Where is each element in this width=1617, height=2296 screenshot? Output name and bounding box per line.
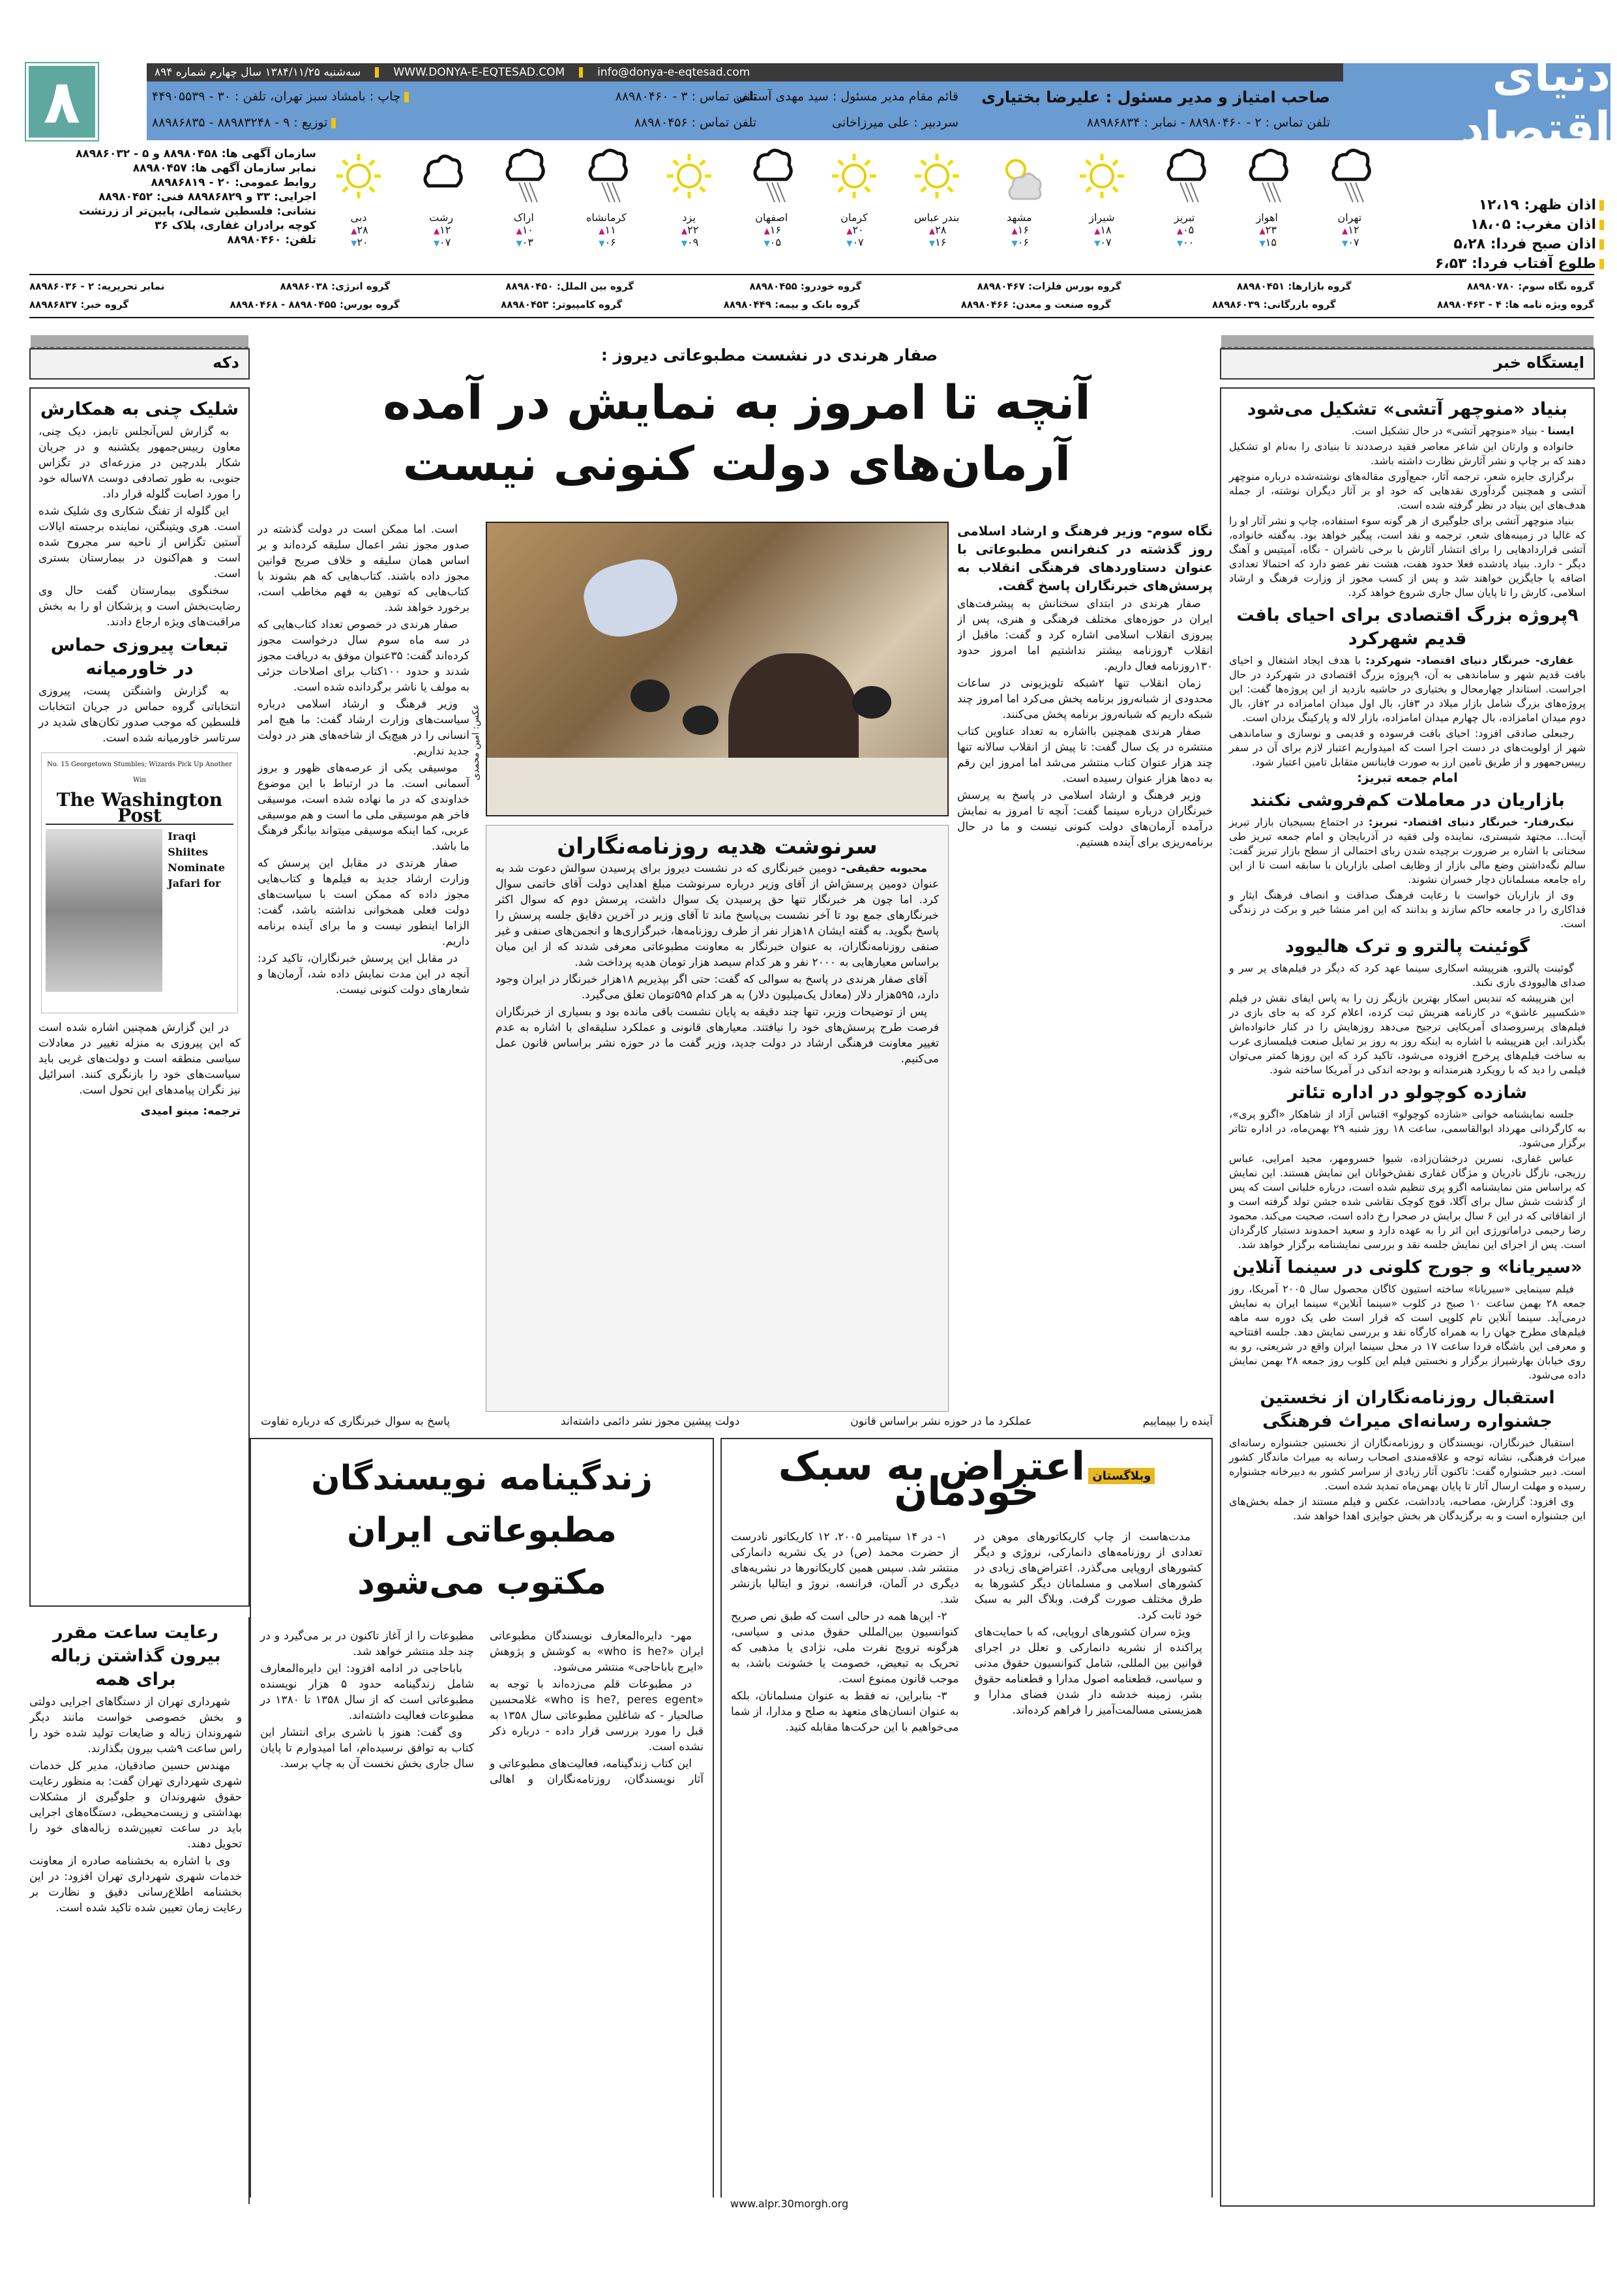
distribution: توزیع : ۹ - ۸۸۹۸۳۲۴۸ - ۸۸۹۸۶۸۳۵ — [152, 115, 336, 130]
paragraph: ۳- بنابراین، نه فقط به عنوان مسلمانان، بلکه به عنوان انسان‌های متعهد به صلح و مدارا، از شما می‌خواهیم با این حرکت‌ها مقابله کنید. — [731, 1690, 959, 1734]
city-name: رشت — [429, 211, 454, 224]
headline-line: آرمان‌های دولت کنونی نیست — [402, 436, 1071, 491]
biography-headline: مکتوب می‌شود — [357, 1563, 606, 1602]
rain-weather-icon — [1244, 147, 1290, 209]
publisher: صاحب امتیاز و مدیر مسئول : علیرضا بختیاری — [981, 88, 1330, 106]
paragraph — [1229, 961, 1586, 990]
low-temp: ▼ ۰۷ — [1063, 236, 1141, 248]
article-headline: رعایت ساعت مقرر بیرون گذاشتن زباله برای همه — [50, 1622, 221, 1690]
microphone-icon — [852, 686, 891, 719]
paragraph — [1229, 653, 1586, 725]
paragraph: این کتاب زندگینامه، فعالیت‌های مطبوعاتی و آثار نویسندگان، روزنامه‌نگاران و اهالی مطبوعات را از آغاز تاکنون در بر می‌گیرد و در چند جلد منتشر خواهد شد. — [260, 1630, 704, 1786]
paragraph: در مطبوعات قلم می‌زده‌اند با توجه به «who is he?, peres egent» غلامحسین صالحیار - که شاغلین مطبوعاتی سال ۱۳۵۸ به قبل را مورد بررسی قرار داده - درباره ذکر نشده است. — [490, 1678, 704, 1753]
directory-entry: گروه نگاه سوم: ۸۸۹۸۰۷۸۰ — [1466, 280, 1594, 292]
contact-line: نمابر سازمان آگهی ها: ۸۸۹۸۰۴۵۷ — [132, 162, 316, 175]
biography-headline: زندگینامه نویسندگان مطبوعاتی ایران — [311, 1459, 653, 1550]
paragraph: ویژه سران کشورهای اروپایی، که با حمایت‌های پراکنده از نشریه دانمارکی و تعلل در اجرای قوانین بین المللی، شامل کنوانسیون حقوق مدنی و سیاسی، قطعنامه اصول مدارا و قطعنامه حقوق بشر، زمینه خدشه دار شدن فضای مدارا و همزیستی مسالمت‌آمیز را فراهم کرده‌اند. — [974, 1626, 1202, 1717]
contact-info — [29, 147, 316, 247]
paragraph: وی گفت: هنوز با ناشری برای انتشار این کتاب به توافق نرسیده‌ام، اما امیدوارم تا پایان سال جاری بخش نخست آن به چاپ برسد. — [260, 1726, 474, 1770]
directory-entry: گروه بورس فلزات: ۸۸۹۸۰۴۶۷ — [977, 280, 1121, 292]
paragraph: در مقابل این پرسش خبرنگاران، تاکید کرد: آنچه در این مدت نمایش داده شد، آرمان‌ها و شعارهای دولت کنونی نیست. — [258, 952, 469, 996]
news-article — [1229, 771, 1586, 931]
prayer-time: اذان صبح فردا: ۵،۲۸ — [1402, 235, 1604, 254]
main-story-lead: نگاه سوم- وزیر فرهنگ و ارشاد اسلامی روز گذشته در کنفرانس مطبوعاتی با عنوان دستاوردهای فرهنگی انقلاب به پرسش‌های خبرنگاران پاسخ گفت. — [957, 523, 1213, 593]
weather-city — [1228, 147, 1306, 271]
section-title: ایستگاه خبر — [1494, 353, 1584, 372]
gift-sidebar-box — [486, 825, 949, 1412]
main-story-headline — [280, 372, 1193, 494]
city-name: تهران — [1337, 211, 1362, 224]
contact-line: اجرایی: ۳۳ و ۸۸۹۸۶۸۲۹ فنی: ۸۸۹۸۰۴۵۲ — [98, 190, 316, 203]
news-source: نیک‌رفتار- خبرنگار دنیای اقتصاد- تبریز: — [1368, 816, 1575, 828]
low-temp: ▼ ۰۷ — [815, 236, 893, 248]
high-temp: ▲ ۲۳ — [1228, 224, 1306, 236]
city-name: اراک — [513, 211, 534, 224]
rain-weather-icon — [1327, 147, 1372, 209]
continuation-text: دولت پیشین مجوز نشر دائمی داشته‌اند — [561, 1415, 740, 1428]
directory-entry: گروه بین الملل: ۸۸۹۸۰۴۵۰ — [505, 280, 634, 292]
weather-city — [732, 147, 810, 271]
weather-city — [898, 147, 976, 271]
city-name: یزد — [682, 211, 696, 224]
directory-entry: گروه خودرو: ۸۸۹۸۰۴۵۵ — [749, 280, 862, 292]
divider — [29, 274, 1594, 275]
high-temp: ▲ ۱۸ — [1063, 224, 1141, 236]
paragraph-text: به گزارش واشنگتن پست، پیروزی انتخاباتی گروه حماس در جریان انتخابات فلسطین که موجب صدور تکان‌های شدید در سرتاسر خاورمیانه شده است. — [38, 685, 241, 745]
prayer-time: طلوع آفتاب فردا: ۶،۵۳ — [1402, 254, 1604, 274]
high-temp: ▲ ۱۰ — [484, 224, 563, 236]
paragraph-text: بنیاد منوچهر آتشی برای جلوگیری از هر گونه سوء استفاده، چاپ و نشر آثار او را که غالبا در زمینه‌های شعر، ترجمه و نقد است، پیگیر خواهد بود. به‌گفته خانواده، آتشی قراردادهایی را برای انتشار آثارش با برخی ناشران - نگاه، آمیتیس و آهنگ دیگر - دارد. بنیاد یادشده فعلا حدود هفت، هشت نفر عضو دارد که احتمالا تعدادی اضافه یا جایگزین خواهند شد و پس از کسب مجوز از وزارت فرهنگ و ارشاد اسلامی، کارش را تا پایان سال جاری شروع خواهد کرد. — [1229, 514, 1586, 599]
wp-photo — [46, 829, 162, 992]
paragraph — [496, 861, 939, 970]
paragraph: مهر- دایره‌المعارف نویسندگان مطبوعاتی ایران «?who is he» به کوشش و پژوهش «ایرج باباحاجی» منتشر می‌شود. — [490, 1630, 704, 1674]
deputy: قائم مقام مدیر مسئول : سید مهدی آستانی — [736, 89, 958, 104]
sun-weather-icon — [914, 147, 960, 209]
low-temp: ▼ ۱۵ — [1228, 236, 1306, 248]
cloud-weather-icon — [419, 147, 464, 209]
low-temp: ▼ ۰۷ — [402, 236, 481, 248]
paragraph-text: جلسه نمایشنامه خوانی «شازده کوچولو» اقتباس آزاد از شاهکار «اگزو پری»، به کارگردانی مهرداد ابوالقاسمی، ساعت ۱۸ روز شنبه ۲۹ بهمن‌ماه، در اداره تئاتر برگزار می‌شود. — [1229, 1108, 1586, 1149]
paragraph-text: برگزاری جایزه شعر، ترجمه آثار، جمع‌آوری مقاله‌های نوشته‌شده درباره منوچهر آتشی و همچنین گردآوری نقدهایی که خود او بر آثار دیگران نوشته، از جمله هدف‌های این بنیاد در نظر گرفته شده است. — [1229, 470, 1586, 511]
website-link[interactable]: WWW.DONYA-E-EQTESAD.COM — [393, 66, 565, 79]
paragraph — [1229, 726, 1586, 769]
prayer-times — [1402, 196, 1604, 274]
prayer-time: اذان ظهر: ۱۲،۱۹ — [1402, 196, 1604, 215]
paragraph-text: سخنگوی بیمارستان گفت حال وی رضایت‌بخش است و پزشکان او را به بخش مراقبت‌های ویژه ارجاع دادند. — [38, 584, 241, 629]
weather-city — [1146, 147, 1224, 271]
news-article — [38, 634, 241, 746]
article-headline: شلیک چنی به همکارش — [40, 399, 239, 419]
directory-entry: گروه انرژی: ۸۸۹۸۶۰۳۸ — [280, 280, 391, 292]
paragraph: مدت‌هاست از چاپ کاریکاتورهای موهن در تعدادی از روزنامه‌های دانمارکی، نروژی و دیگر کشورهای اروپایی می‌گذرد. اعتراض‌های زیادی در کشورهای اسلامی و مسلمانان دیگر کشورها به طرق مختلف صورت گرفت. وبلاگ البر به سبک خود ثابت کرد. — [974, 1530, 1202, 1622]
paragraph: صفار هرندی در ابتدای سخنانش به پیشرفت‌های ایران در حوزه‌های مختلف فرهنگی و هنری، پس از پیروزی انقلاب اسلامی اشاره کرد و گفت: ماقبل از انقلاب ۴روزنامه بیشتر نداشتیم اما امروز حدود ۱۳۰روزنامه فعال داریم. — [957, 597, 1213, 673]
paragraph-text: گوئینت پالترو، هنرپیشه اسکاری سینما عهد کرد که دیگر در فیلم‌های پر سر و صدای هالیوودی بازی نکند. — [1229, 962, 1586, 989]
contact-line: نشانی: فلسطین شمالی، پایین‌تر از زرتشت — [79, 205, 316, 218]
microphone-icon — [683, 706, 719, 735]
paragraph: صفار هرندی همچنین بااشاره به تعداد عناوین کتاب منتشره در یک سال گفت: تا پیش از انقلاب سالانه تنها چند هزار عنوان کتاب منتشر می‌شد اما امروز این رقم به ده‌ها هزار عنوان رسیده است. — [957, 725, 1213, 785]
city-name: کرمان — [840, 211, 868, 224]
directory-entry: گروه بانک و بیمه: ۸۸۹۸۰۴۴۹ — [723, 299, 860, 310]
paragraph: باباحاجی در ادامه افزود: این دایره‌المعارف شامل زندگینامه حدود ۵ هزار نویسنده مطبوعاتی است که از سال ۱۳۵۸ تا ۱۳۸۰ در مطبوعات فعالیت داشته‌اند. — [260, 1662, 474, 1722]
high-temp: ▲ ۱۶ — [732, 224, 810, 236]
contact-line: کوچه برادران غفاری، پلاک ۳۶ — [155, 219, 316, 232]
wp-topline: No. 15 Georgetown Stumbles; Wizards Pick Up Another Win — [47, 761, 232, 784]
publisher-phone: تلفن تماس : ۲ - ۸۸۹۸۰۴۶۰ - نمابر : ۸۸۹۸۶۸۳۴ — [1086, 115, 1330, 130]
paragraph: شهرداری تهران از دستگاهای اجرایی دولتی و بخش خصوصی خواست مانند دیگر شهروندان زباله و ضایعات تولید شده خود را راس ساعت ۹شب بیرون بگذارند. — [29, 1695, 242, 1755]
paragraph-text: به گزارش لس‌آنجلس تایمز، دیک چنی، معاون رییس‌جمهور یکشنبه و در جریان شکار بلدرچین در مزرعه‌ای در تگزاس جنوبی، به طور تصادفی دوست ۷۸ساله خود را مورد اصابت گلوله قرار داد. — [38, 425, 241, 501]
paragraph: وزیر فرهنگ و ارشاد اسلامی درباره سیاست‌های وزارت ارشاد گفت: ما هیچ امر انسانی را در هیچ‌یک از شاخه‌های هنر در دولت جدید نداریم. — [258, 698, 469, 758]
directory-entry: نمابر تحریریه: ۲ - ۸۸۹۸۶۰۳۶ — [29, 280, 165, 292]
high-temp: ▲ ۱۲ — [402, 224, 481, 236]
paragraph — [1229, 815, 1586, 887]
directory-entry: گروه بازرگانی: ۸۸۹۸۶۰۳۹ — [1212, 299, 1336, 310]
paragraph: وی با اشاره به بخشنامه صادره از معاونت خدمات شهری شهرداری تهران افزود: در این بخشنامه اطلاع‌رسانی دقیق و نظارت بر رعایت زمان تعیین شده تاکید شده است. — [29, 1855, 242, 1915]
sun-weather-icon — [831, 147, 877, 209]
high-temp: ▲ ۲۸ — [319, 224, 398, 236]
paragraph — [1229, 424, 1586, 438]
wp-masthead: The Washington Post — [46, 792, 233, 825]
news-source: غفاری- خبرنگار دنیای اقتصاد- شهرکرد: — [1365, 654, 1575, 666]
paragraph-text: فیلم سینمایی «سیریانا» ساخته استیون کاگان محصول سال ۲۰۰۵ آمریکا، روز جمعه ۲۸ بهمن ساعت ۱۰ صبح در کلوب «سینما آنلاین» سینما ایران به نمایش درمی‌آید. سینما آنلاین نام کلوپی است که قرار است طی یک دوره سه ماهه فیلم‌های مطرح جهان را به همراه کارگاه نقد و بررسی نمایش دهد. جلسه افتتاحیه و معرفی این باشگاه فردا ساعت ۱۷ در محل سینما ایران واقع در شریعتی، رو به روی خیابان بهارشیراز برگزار و نخستین فیلم این کلوب روز جمعه ۲۸ بهمن نمایش داده می‌شود. — [1229, 1283, 1586, 1381]
low-temp: ▼ ۰۹ — [650, 236, 728, 248]
directory-entry: گروه بازارها: ۸۸۹۸۰۴۵۱ — [1236, 280, 1352, 292]
paragraph — [1229, 1282, 1586, 1382]
protest-headline: اعتراض به سبک خودمان — [778, 1444, 1085, 1515]
weather-city — [815, 147, 893, 271]
low-temp: ▼ ۰۰ — [1146, 236, 1224, 248]
washington-post-front-page-image — [41, 753, 238, 1013]
paragraph: در این گزارش همچنین اشاره شده است که این پیروزی به منزله تغییر در معادلات سیاسی منطقه است و دولت‌های غربی باید سیاست‌های خود را بازنگری کنند. اسرائیل نیز نگران پیامدهای این تحول است. — [38, 1021, 241, 1097]
news-article — [1229, 604, 1586, 769]
paragraph: پس از توضیحات وزیر، تنها چند دقیقه به پایان نشست باقی مانده بود و بسیاری از خبرنگاران فرصت طرح پرسش‌های خود را نیافتند. معیارهای قانونی و عملکرد سلیقه‌ای با اشاره به عدم تغییر معاونت فرهنگی ارشاد در دولت جدید، وزیر گفت ما در حوزه نشر براساس قانون عمل می‌کنیم. — [496, 1006, 939, 1066]
high-temp: ▲ ۲۸ — [898, 224, 976, 236]
paragraph — [1229, 440, 1586, 468]
directory-entry: گروه صنعت و معدن: ۸۸۹۸۰۴۶۶ — [960, 299, 1111, 310]
paragraph-text: در اجتماع بسیجیان بازار تبریز آیت‌ا... مجتهد شبستری، نماینده ولی فقیه در آذربایجان و امام جمعه تبریز طی سخنانی با اشاره بر ضرورت برچیده شدن ربای احتمالی از سطح بازار تبریز گفت: سالم نگه‌داشتن وضع مالی بازار از وظایف اصلی بازاریان با سابقه است تا از این راه جامعه مسلمانان دچار خسران نشوند. — [1229, 816, 1586, 886]
paragraph — [1229, 888, 1586, 931]
directory-entry: گروه بورس: ۸۸۹۸۰۴۵۵ - ۸۸۹۸۰۴۶۸ — [230, 299, 400, 310]
rain-weather-icon — [749, 147, 794, 209]
news-source: ایسنا — [1547, 425, 1574, 437]
right-news-column — [1220, 387, 1595, 2207]
paragraph-text: این گلوله از تفنگ شکاری وی شلیک شده است. هری ویتینگتن، نماینده برجسته ایالات آستین تگزاس از ناحیه سر مجروح شده است و هم‌اکنون در بیمارستان بستری است. — [38, 505, 241, 580]
article-headline: «سیریانا» و جورج کلونی در سینما آنلاین — [1232, 1257, 1582, 1277]
directory-entry: گروه کامپیوتر: ۸۸۹۸۰۴۵۳ — [501, 299, 623, 310]
biography-story — [250, 1438, 714, 2198]
section-header-news-station — [1220, 348, 1595, 380]
logo-text: دنیای اقتصاد — [1461, 48, 1610, 155]
high-temp: ▲ ۰۵ — [1146, 224, 1224, 236]
rain-weather-icon — [584, 147, 629, 209]
sun-weather-icon — [666, 147, 712, 209]
paragraph: ۱- در ۱۴ سپتامبر ۲۰۰۵، ۱۲ کاریکاتور نادرست از حضرت محمد (ص) در یک نشریه دانمارکی منتشر شد. سپس همین کاریکاتورها در نشریه‌های دیگری در آلمان، فرانسه، نروژ و ایتالیا بازنشر شد. — [731, 1530, 959, 1606]
deputy-phone: تلفن تماس : ۳ - ۸۸۹۸۰۴۶۰ — [615, 89, 756, 104]
article-headline: شازده کوچولو در اداره تئاتر — [1287, 1082, 1528, 1103]
continuation-text: آینده را بپیماییم — [1142, 1415, 1213, 1428]
article-headline: بازاریان در معاملات کم‌فروشی نکنند — [1250, 790, 1565, 811]
low-temp: ▼ ۰۷ — [1311, 236, 1389, 248]
section-title: دکه — [213, 353, 239, 372]
weather-forecast — [319, 147, 1389, 271]
paragraph: موسیقی یکی از عرصه‌های ظهور و بروز آسمانی است. ما در ارتباط با این موضوع خداوندی که در ما نهاده شده است، موسیقی فاخر هم موسیقی ملی ما است و هم موسیقی عربی، کما اینکه موسیقی میتواند بیانگر فرهنگ ما باشد. — [258, 762, 469, 853]
weblogistan-tag: وبلاگستان — [1088, 1468, 1155, 1484]
blog-url[interactable]: www.alpr.30morgh.org — [730, 2198, 849, 2210]
email-link[interactable]: info@donya-e-eqtesad.com — [597, 66, 750, 79]
paragraph: است. اما ممکن است در دولت گذشته در صدور مجوز نشر اعمال سلیقه کرده‌اند و بر اساس همان سلیقه و خلاف صریح قوانین مجوز داده باشند. کتاب‌هایی که هم بشوند با کتاب‌هایی که توهین به فهم مخاطب است، برخورد خواهد شد. — [258, 523, 469, 614]
directory-entry: گروه خبر: ۸۸۹۸۶۸۳۷ — [29, 299, 129, 310]
paragraph — [1229, 470, 1586, 513]
paragraph: ۲- این‌ها همه در حالی است که طبق نص صریح کنوانسیون بین‌المللی حقوق مدنی و سیاسی، هرگونه ترویج نفرت ملی، نژادی یا مذهبی که تحریک به تبعیض، خصومت یا خشونت باشد، به موجب قانون ممنوع است. — [731, 1610, 959, 1686]
paragraph-text: - بنیاد «منوچهر آتشی» در حال تشکیل است. — [1351, 425, 1545, 437]
header-top-bar — [147, 63, 1343, 82]
paragraph-text: خانواده و وارثان این شاعر معاصر فقید درصددند تا بنیادی را به‌نام او تشکیل دهند که بر چاپ و نشر آثارش نظارت داشته باشد. — [1229, 440, 1586, 467]
paragraph — [1229, 991, 1586, 1077]
city-name: اصفهان — [755, 211, 788, 224]
paragraph — [38, 424, 241, 502]
wp-side-headline: Iraqi Shiites Nominate Jafari for — [168, 830, 226, 889]
article-headline: گوئینت پالترو و ترک هالیوود — [1285, 936, 1530, 957]
weather-city — [484, 147, 563, 271]
paragraph-text: این هنرپیشه که تندیس اسکار بهترین بازیگر زن را به پاس ایفای نقش در فیلم «شکسپیر عاشق» در کارنامه هنریش ثبت کرده، اعلام کرد که به جای بازی در فیلم‌های پرسروصدای آمریکایی ترجیح می‌دهد روزهایش را در کنار خانواده‌اش بگذراند. این هنرپیشه با اشاره به اینکه روز به روز بر تمایل صنعت فیلمسازی غرب به ساخت فیلم‌های پرخرج افزوده می‌شود، تاکید کرد که این روزها کمتر می‌توان فیلمی را دید که با رویکرد هنرمندانه و بودجه اندکی در آمریکا ساخته شود. — [1229, 992, 1586, 1076]
editor: سردبیر : علی میرزاخانی — [832, 115, 958, 130]
divider — [29, 317, 1594, 318]
article-kicker: امام جمعه تبریز: — [1357, 771, 1458, 785]
partly-cloudy-weather-icon — [996, 147, 1042, 209]
paragraph-text: دومین خبرنگاری که در نشست دیروز برای پرسیدن سوالش دعوت شد به عنوان دومین پرسش‌اش از آقای وزیر درباره سرنوشت مبلغ اهدایی دولت آقای خاتمی سوال کرد. اما چون هر خبرنگار تنها حق پرسیدن یک سوال داشت، پرسش دوم که سوال اکثر خبرنگارهای جمع بود تا آخر نشست بی‌پاسخ ماند تا آقای وزیر در آخرین دقایق جلسه پرسش را پاسخ بگوید. به گفته ایشان ۱۸هزار نفر از طرف روزنامه‌ها، خبرگزاری‌ها و انجمن‌های صنفی و غیر صنفی روزنامه‌نگاران، به عنوان خبرنگار به معاونت مطبوعاتی معرفی شدند که از این میان براساس معیارهایی به ۲۰۰۰ نفر و هر کدام سیصد هزار تومان هدیه پرداخت شد. — [496, 862, 939, 969]
weather-city — [650, 147, 728, 271]
gift-headline: سرنوشت هدیه روزنامه‌نگاران — [557, 833, 878, 859]
section-header-dakeh — [29, 348, 250, 380]
paragraph — [38, 583, 241, 630]
main-story-continuation — [261, 1415, 1213, 1428]
city-name: دبی — [350, 211, 367, 224]
paragraph: مهندس حسین صادقیان، مدیر کل خدمات شهری شهرداری تهران گفت: به منظور رعایت حقوق شهروندان و جلوگیری از مشکلات بهداشتی و زیست‌محیطی، دستگاه‌های اجرایی باید در ساعت تعیین‌شده زباله‌های خود را تحویل دهند. — [29, 1759, 242, 1851]
paragraph — [38, 683, 241, 746]
main-story-kicker: صفار هرندی در نشست مطبوعاتی دیروز : — [601, 346, 938, 365]
microphone-icon — [630, 679, 670, 712]
editor-phone: تلفن تماس : ۸۸۹۸۰۴۵۶ — [634, 115, 756, 130]
garbage-article — [29, 1617, 250, 2204]
article-headline: استقبال روزنامه‌نگاران از نخستین جشنواره رسانه‌ای میراث فرهنگی — [1260, 1388, 1555, 1431]
left-news-column — [29, 387, 250, 1607]
paragraph-text: وی از بازاریان خواست با رعایت فرهنگ صداقت و انصاف فرهنگ ایثار و فداکاری را در جامعه حاکم سازند و بدانند که این امر منشا خیر و برکت در زندگی است. — [1229, 889, 1586, 930]
theater-masks-image — [577, 552, 684, 644]
weather-city — [980, 147, 1058, 271]
article-headline: تبعات پیروزی حماس در خاورمیانه — [50, 635, 229, 679]
low-temp: ▼ ۰۶ — [567, 236, 645, 248]
paragraph — [1229, 1495, 1586, 1523]
news-article — [1229, 935, 1586, 1077]
directory-entry: گروه ویژه نامه ها: ۴ - ۸۸۹۸۰۴۶۳ — [1436, 299, 1594, 310]
low-temp: ▼ ۲۰ — [319, 236, 398, 248]
news-article — [1229, 1256, 1586, 1382]
translator-credit: ترجمه: مینو امیدی — [140, 1105, 241, 1118]
newspaper-logo — [1343, 48, 1610, 155]
protest-story — [720, 1438, 1213, 2198]
news-article — [1229, 1386, 1586, 1523]
city-name: مشهد — [1006, 211, 1032, 224]
phone-directory-row — [29, 280, 1594, 296]
photo-credit: عکس: امین محمدی — [471, 704, 481, 781]
rain-weather-icon — [501, 147, 546, 209]
continuation-text: عملکرد ما در حوزه نشر براساس قانون — [850, 1415, 1032, 1428]
main-story-left-column — [258, 522, 469, 1412]
paragraph-text: عباس غفاری، نسرین درخشان‌زاده، شیوا خسرومهر، مجید امرایی، عباس رزیجی، نازگل نادریان و مژگان غفاری نقش‌خوانان این نمایش هستند. این نمایش که براساس متن نمایشنامه اگزو پری تنظیم شده است، درباره خلبانی است که پس از گذشت شش سال برای آگلا، قوچ کوچک نقاشی شده جشن تولد گرفته است و از اتفاقاتی که در این ۶ سال برایش در صحرا رخ داده است، صحبت می‌کند. محمود رضا رحیمی دراماتورژی این اثر را به عهده دارد و سعید احمدوند دستیار کارگردان است. پس از اجرای این نمایش جلسه نقد و بررسی نمایشنامه برگزار خواهد شد. — [1229, 1152, 1586, 1251]
paragraph — [38, 503, 241, 582]
paragraph: وزیر فرهنگ و ارشاد اسلامی در پاسخ به پرسش خبرنگاران درباره سینما گفت: آنچه تا امروز به نمایش درآمده آرمان‌های دولت کنونی نیست و ما در حال برنامه‌ریزی برای آینده هستیم. — [957, 789, 1213, 849]
low-temp: ▼ ۰۶ — [980, 236, 1058, 248]
weather-city — [319, 147, 398, 271]
weather-city — [1311, 147, 1389, 271]
article-headline: بنیاد «منوچهر آتشی» تشکیل می‌شود — [1247, 399, 1568, 419]
paragraph — [1229, 1107, 1586, 1150]
city-name: شیراز — [1089, 211, 1115, 224]
weather-city — [567, 147, 645, 271]
weather-city — [1063, 147, 1141, 271]
high-temp: ▲ ۱۶ — [980, 224, 1058, 236]
paragraph-text: با هدف ایجاد اشتغال و احیای بافت قدیم شهر و ساماندهی به آن، ۹پروژه بزرگ اقتصادی در شهرکرد در حال اجراست. استاندار چهارمحال و بختیاری در حاشیه بازدید از این پروژه‌ها گفت: این پروژه‌های بزرگ شامل بازار میلاد در ۳فاز، بال اول میدان امامزاده در ۲فاز، بال دوم میدان امامزاده، بال چهارم میدان امامزاده، بازار لاله و پارکینگ یزدان است. — [1229, 654, 1586, 724]
high-temp: ▲ ۲۲ — [650, 224, 728, 236]
low-temp: ▼ ۱۶ — [898, 236, 976, 248]
headline-line: آنچه تا امروز به نمایش در آمده — [383, 375, 1091, 430]
contact-line: روابط عمومی: ۲۰ - ۸۸۹۸۶۸۱۹ — [151, 176, 316, 189]
paragraph: زمان انقلاب تنها ۲شبکه تلویزیونی در ساعات محدودی از شبانه‌روز برنامه پخش می‌کرد اما امروز چند شبکه داریم که شبانه‌روز برنامه پخش می‌کنند. — [957, 677, 1213, 721]
issue-line: سه‌شنبه ۱۳۸۴/۱۱/۲۵ سال چهارم شماره ۸۹۴ — [155, 66, 361, 79]
low-temp: ▼ ۰۵ — [732, 236, 810, 248]
paragraph — [1229, 1436, 1586, 1493]
low-temp: ▼ ۰۳ — [484, 236, 563, 248]
paragraph: صفار هرندی در مقابل این پرسش که وزارت ارشاد جدید به فیلم‌ها و کتاب‌هایی مجوز داده که ممکن است با سیاست‌های دولت فعلی همخوانی نداشته باشد، گفت: الزاما اینطور نیست و ما برای آینده برنامه داریم. — [258, 857, 469, 948]
city-name: تبریز — [1174, 211, 1195, 224]
sun-weather-icon — [1079, 147, 1125, 209]
article-headline: ۹پروژه بزرگ اقتصادی برای احیای بافت قدیم شهرکرد — [1236, 605, 1579, 649]
phone-directory-row — [29, 299, 1594, 314]
paragraph: آقای صفار هرندی در پاسخ به سوالی که گفت: حتی اگر بپذیریم ۱۸هزار خبرنگار در ایران وجود دارد، ۵۹۵هزار دلار (معادل یک‌میلیون دلار) به هر کدام ۵۹۵تومان تعلق می‌گیرد. — [496, 973, 939, 1002]
page-number: ۸ — [26, 63, 98, 140]
weather-city — [402, 147, 481, 271]
contact-line: سازمان آگهی ها: ۸۸۹۸۰۴۵۸ و ۵ - ۸۸۹۸۶۰۳۲ — [76, 147, 316, 160]
prayer-time: اذان مغرب: ۱۸،۰۵ — [1402, 215, 1604, 235]
news-article — [38, 398, 241, 630]
sun-weather-icon — [336, 147, 381, 209]
paragraph — [1229, 1152, 1586, 1252]
city-name: کرمانشاه — [586, 211, 627, 224]
high-temp: ▲ ۱۲ — [1311, 224, 1389, 236]
byline: محبوبه حقیقی- — [841, 862, 928, 875]
paragraph-text: رجبعلی صادقی افزود: احیای بافت فرسوده و قدیمی و نوسازی و ساماندهی شهر از اولویت‌های در دست اجرا است که امیدواریم اعتبار لازم برای آن در سفر رییس‌جمهور و از طریق تامین ارز به صورت فاینانس متقابل تامین اعتبار شود. — [1229, 727, 1586, 768]
contact-line: تلفن: ۸۸۹۸۰۴۶۰ — [227, 233, 316, 246]
paragraph: صفار هرندی در خصوص تعداد کتاب‌هایی که در سه ماه سوم سال درخواست مجوز کرده‌اند گفت: ۳۵عنوان موفق به دریافت مجوز شدند و حدود ۱۰۰کتاب برای اصلاحات جزئی به مولف یا ناشر برگردانده شده است. — [258, 618, 469, 694]
printer: چاپ : بامشاد سبز تهران، تلفن : ۳۰ - ۴۴۹۰۵۵۳۹ — [152, 89, 409, 104]
press-conference-photo — [486, 522, 949, 816]
press-table — [487, 758, 949, 816]
high-temp: ▲ ۲۰ — [815, 224, 893, 236]
high-temp: ▲ ۱۱ — [567, 224, 645, 236]
city-name: اهواز — [1256, 211, 1278, 224]
city-name: بندر عباس — [913, 211, 960, 224]
continuation-text: پاسخ به سوال خبرنگاری که درباره تفاوت — [261, 1415, 451, 1428]
news-article — [1229, 398, 1586, 600]
news-article — [1229, 1081, 1586, 1252]
paragraph-text: وی افزود: گزارش، مصاحبه، یادداشت، عکس و فیلم مستند از جمله بخش‌های این جشنواره است و به برگزیدگان هر بخش جوایزی اهدا خواهد شد. — [1229, 1495, 1586, 1522]
paragraph-text: استقبال خبرنگاران، نویسندگان و روزنامه‌نگاران از نخستین جشنواره رسانه‌ای میراث فرهنگی، نشانه توجه و علاقه‌مندی اصحاب رسانه به میراث ماندگار کشور است. دبیر جشنواره گفت: تاکنون آثار زیادی از سراسر کشور به دبیرخانه جشنواره رسیده و مهلت ارسال آثار تا پایان بهمن‌ماه تمدید شده است. — [1229, 1437, 1586, 1492]
rain-weather-icon — [1162, 147, 1208, 209]
paragraph — [1229, 514, 1586, 600]
main-story-lead-column — [957, 522, 1213, 1412]
